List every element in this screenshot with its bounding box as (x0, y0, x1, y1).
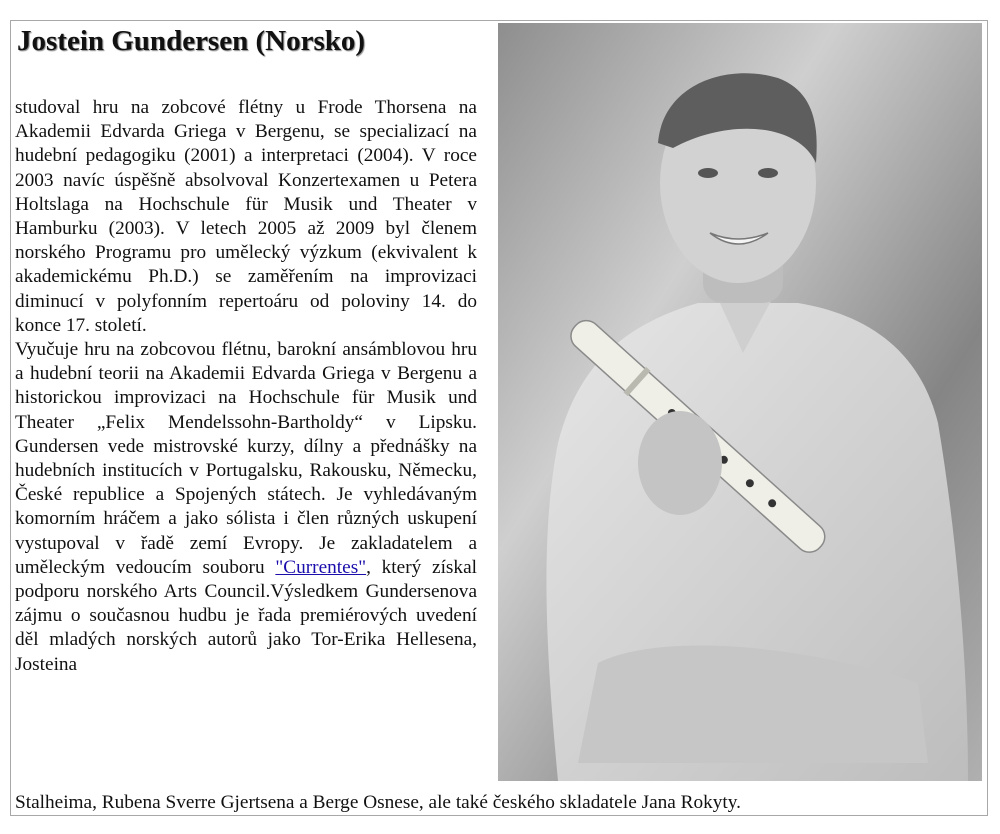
biography-text (15, 96, 477, 677)
currentes-link[interactable]: "Currentes" (275, 556, 367, 578)
right-eye (758, 168, 778, 178)
left-eye (698, 168, 718, 178)
hand-shape (638, 411, 722, 515)
bio-paragraph-2 (15, 338, 477, 677)
bio-paragraph-2-last-line: Stalheima, Rubena Sverre Gjertsena a Berge Osnese, ale také českého skladatele Jana Rokyty. (15, 792, 742, 813)
bio-paragraph-2-start: Vyučuje hru na zobcovou flétnu, barokní ansámblovou hru a hudební teorii na Akademii Edvarda Griega v Bergenu a historickou improvizaci na Hochschule für Musik und Theater „Felix Mendelssohn-Bartholdy“ v Lipsku. Gundersen vede mistrovské kurzy, dílny a přednášky na hudebních institucích v Portugalsku, Rakousku, Německu, České republice a Spojených státech. Je vyhledávaným komorním hráčem a jako sólista i člen různých uskupení vystupoval v řadě zemí Evropy. Je zakladatelem a uměleckým vedoucím souboru (15, 339, 477, 578)
portrait-photo (498, 23, 982, 781)
portrait-illustration (498, 23, 982, 781)
bio-paragraph-1: studoval hru na zobcové flétny u Frode Thorsena na Akademii Edvarda Griega v Bergenu, se specializací na hudební pedagogiku (2001) a interpretaci (2004). V roce 2003 navíc úspěšně absolvoval Konzertexamen u Petera Holtslaga na Hochschule für Musik und Theater v Hamburku (2003). V letech 2005 až 2009 byl členem norského Programu pro umělecký výzkum (ekvivalent k akademickému Ph.D.) se zaměřením na improvizaci diminucí v polyfonním repertoáru od poloviny 14. do konce 17. století. (15, 97, 477, 336)
bio-paragraph-2-continued: , který získal podporu norského Arts Council.Výsledkem Gundersenova zájmu o současnou hudbu je řada premiérových uvedení děl mladých norských autorů jako Tor-Erika Hellesena, Josteina (15, 556, 477, 675)
page-title: Jostein Gundersen (Norsko) (17, 25, 366, 57)
